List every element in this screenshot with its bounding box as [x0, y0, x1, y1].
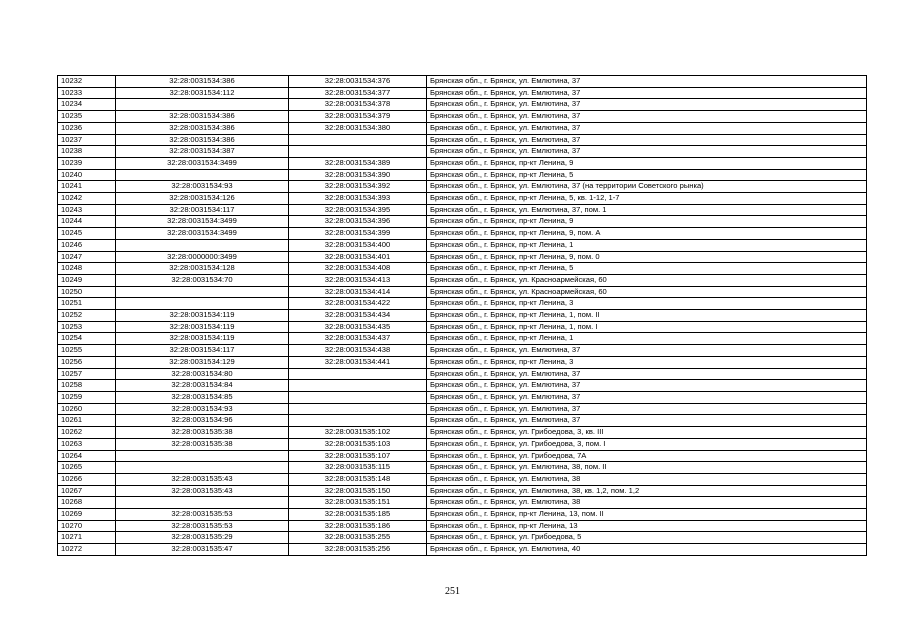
record-number-cell: 10250 — [58, 286, 116, 298]
land-parcel-number-cell: 32:28:0031534:119 — [116, 321, 289, 333]
table-row — [58, 532, 867, 544]
table-row — [58, 87, 867, 99]
address-cell: Брянская обл., г. Брянск, пр-кт Ленина, 1, пом. I — [427, 321, 867, 333]
land-parcel-number-cell: 32:28:0031534:386 — [116, 76, 289, 88]
record-number-cell: 10240 — [58, 169, 116, 181]
address-cell: Брянская обл., г. Брянск, пр-кт Ленина, 1 — [427, 239, 867, 251]
object-cadastral-number-cell: 32:28:0031535:102 — [289, 427, 427, 439]
land-parcel-number-cell: 32:28:0031534:386 — [116, 111, 289, 123]
table-row — [58, 485, 867, 497]
table-row — [58, 99, 867, 111]
land-parcel-number-cell: 32:28:0031535:43 — [116, 485, 289, 497]
land-parcel-number-cell: 32:28:0031535:29 — [116, 532, 289, 544]
object-cadastral-number-cell: 32:28:0031534:379 — [289, 111, 427, 123]
address-cell: Брянская обл., г. Брянск, ул. Емлютина, 38 — [427, 473, 867, 485]
land-parcel-number-cell: 32:28:0031534:3499 — [116, 216, 289, 228]
object-cadastral-number-cell: 32:28:0031534:401 — [289, 251, 427, 263]
land-parcel-number-cell: 32:28:0031534:126 — [116, 193, 289, 205]
record-number-cell: 10253 — [58, 321, 116, 333]
address-cell: Брянская обл., г. Брянск, пр-кт Ленина, 9, пом. 0 — [427, 251, 867, 263]
object-cadastral-number-cell — [289, 380, 427, 392]
record-number-cell: 10266 — [58, 473, 116, 485]
object-cadastral-number-cell — [289, 146, 427, 158]
address-cell: Брянская обл., г. Брянск, ул. Грибоедова, 3, пом. I — [427, 438, 867, 450]
record-number-cell: 10244 — [58, 216, 116, 228]
table-row — [58, 321, 867, 333]
object-cadastral-number-cell: 32:28:0031534:441 — [289, 356, 427, 368]
land-parcel-number-cell: 32:28:0031534:80 — [116, 368, 289, 380]
object-cadastral-number-cell: 32:28:0031535:255 — [289, 532, 427, 544]
land-parcel-number-cell: 32:28:0031535:38 — [116, 427, 289, 439]
record-number-cell: 10255 — [58, 345, 116, 357]
record-number-cell: 10232 — [58, 76, 116, 88]
land-parcel-number-cell: 32:28:0031534:128 — [116, 263, 289, 275]
object-cadastral-number-cell: 32:28:0031535:115 — [289, 462, 427, 474]
table-row — [58, 345, 867, 357]
record-number-cell: 10270 — [58, 520, 116, 532]
table-row — [58, 415, 867, 427]
object-cadastral-number-cell: 32:28:0031534:408 — [289, 263, 427, 275]
record-number-cell: 10260 — [58, 403, 116, 415]
land-parcel-number-cell: 32:28:0031535:43 — [116, 473, 289, 485]
record-number-cell: 10237 — [58, 134, 116, 146]
address-cell: Брянская обл., г. Брянск, ул. Красноармейская, 60 — [427, 286, 867, 298]
address-cell: Брянская обл., г. Брянск, ул. Емлютина, 37 — [427, 134, 867, 146]
table-row — [58, 473, 867, 485]
land-parcel-number-cell — [116, 497, 289, 509]
object-cadastral-number-cell: 32:28:0031534:380 — [289, 122, 427, 134]
record-number-cell: 10267 — [58, 485, 116, 497]
record-number-cell: 10259 — [58, 391, 116, 403]
record-number-cell: 10239 — [58, 157, 116, 169]
record-number-cell: 10262 — [58, 427, 116, 439]
object-cadastral-number-cell: 32:28:0031535:103 — [289, 438, 427, 450]
address-cell: Брянская обл., г. Брянск, пр-кт Ленина, 9, пом. А — [427, 228, 867, 240]
object-cadastral-number-cell: 32:28:0031535:107 — [289, 450, 427, 462]
table-row — [58, 380, 867, 392]
address-cell: Брянская обл., г. Брянск, ул. Емлютина, 37 — [427, 368, 867, 380]
object-cadastral-number-cell: 32:28:0031534:389 — [289, 157, 427, 169]
table-row — [58, 497, 867, 509]
land-parcel-number-cell: 32:28:0031534:96 — [116, 415, 289, 427]
land-parcel-number-cell: 32:28:0031534:84 — [116, 380, 289, 392]
object-cadastral-number-cell: 32:28:0031534:399 — [289, 228, 427, 240]
record-number-cell: 10271 — [58, 532, 116, 544]
object-cadastral-number-cell: 32:28:0031535:185 — [289, 509, 427, 521]
address-cell: Брянская обл., г. Брянск, ул. Емлютина, 37 — [427, 122, 867, 134]
object-cadastral-number-cell — [289, 403, 427, 415]
address-cell: Брянская обл., г. Брянск, ул. Емлютина, 40 — [427, 544, 867, 556]
record-number-cell: 10238 — [58, 146, 116, 158]
record-number-cell: 10254 — [58, 333, 116, 345]
table-row — [58, 193, 867, 205]
table-row — [58, 310, 867, 322]
land-parcel-number-cell: 32:28:0031534:119 — [116, 310, 289, 322]
table-row — [58, 298, 867, 310]
table-row — [58, 263, 867, 275]
address-cell: Брянская обл., г. Брянск, ул. Грибоедова, 5 — [427, 532, 867, 544]
land-parcel-number-cell: 32:28:0031534:129 — [116, 356, 289, 368]
address-cell: Брянская обл., г. Брянск, пр-кт Ленина, 13 — [427, 520, 867, 532]
object-cadastral-number-cell: 32:28:0031535:151 — [289, 497, 427, 509]
record-number-cell: 10235 — [58, 111, 116, 123]
address-cell: Брянская обл., г. Брянск, пр-кт Ленина, 1, пом. II — [427, 310, 867, 322]
record-number-cell: 10263 — [58, 438, 116, 450]
land-parcel-number-cell: 32:28:0031534:117 — [116, 204, 289, 216]
record-number-cell: 10248 — [58, 263, 116, 275]
object-cadastral-number-cell: 32:28:0031534:435 — [289, 321, 427, 333]
land-parcel-number-cell — [116, 462, 289, 474]
table-row — [58, 274, 867, 286]
object-cadastral-number-cell — [289, 368, 427, 380]
record-number-cell: 10249 — [58, 274, 116, 286]
object-cadastral-number-cell: 32:28:0031534:377 — [289, 87, 427, 99]
record-number-cell: 10251 — [58, 298, 116, 310]
address-cell: Брянская обл., г. Брянск, ул. Красноармейская, 60 — [427, 274, 867, 286]
record-number-cell: 10246 — [58, 239, 116, 251]
record-number-cell: 10265 — [58, 462, 116, 474]
land-parcel-number-cell: 32:28:0031534:117 — [116, 345, 289, 357]
address-cell: Брянская обл., г. Брянск, пр-кт Ленина, 3 — [427, 298, 867, 310]
table-row — [58, 462, 867, 474]
object-cadastral-number-cell: 32:28:0031534:400 — [289, 239, 427, 251]
land-parcel-number-cell: 32:28:0031534:3499 — [116, 228, 289, 240]
object-cadastral-number-cell: 32:28:0031534:438 — [289, 345, 427, 357]
property-table — [57, 75, 867, 556]
table-row — [58, 122, 867, 134]
record-number-cell: 10233 — [58, 87, 116, 99]
record-number-cell: 10272 — [58, 544, 116, 556]
record-number-cell: 10268 — [58, 497, 116, 509]
object-cadastral-number-cell: 32:28:0031534:414 — [289, 286, 427, 298]
record-number-cell: 10243 — [58, 204, 116, 216]
land-parcel-number-cell — [116, 286, 289, 298]
address-cell: Брянская обл., г. Брянск, пр-кт Ленина, 1 — [427, 333, 867, 345]
address-cell: Брянская обл., г. Брянск, ул. Емлютина, 37 — [427, 111, 867, 123]
page-number: 251 — [445, 586, 460, 597]
table-row — [58, 356, 867, 368]
object-cadastral-number-cell: 32:28:0031534:437 — [289, 333, 427, 345]
object-cadastral-number-cell: 32:28:0031534:434 — [289, 310, 427, 322]
address-cell: Брянская обл., г. Брянск, ул. Емлютина, 37 — [427, 415, 867, 427]
address-cell: Брянская обл., г. Брянск, пр-кт Ленина, 9 — [427, 216, 867, 228]
land-parcel-number-cell: 32:28:0031535:38 — [116, 438, 289, 450]
table-row — [58, 169, 867, 181]
table-row — [58, 239, 867, 251]
address-cell: Брянская обл., г. Брянск, ул. Емлютина, 37 — [427, 403, 867, 415]
table-row — [58, 391, 867, 403]
land-parcel-number-cell — [116, 169, 289, 181]
land-parcel-number-cell: 32:28:0031534:112 — [116, 87, 289, 99]
object-cadastral-number-cell: 32:28:0031534:392 — [289, 181, 427, 193]
table-row — [58, 450, 867, 462]
address-cell: Брянская обл., г. Брянск, ул. Емлютина, 37, пом. 1 — [427, 204, 867, 216]
table-row — [58, 427, 867, 439]
table-row — [58, 228, 867, 240]
object-cadastral-number-cell: 32:28:0031535:148 — [289, 473, 427, 485]
table-row — [58, 216, 867, 228]
table-row — [58, 509, 867, 521]
table-row — [58, 251, 867, 263]
address-cell: Брянская обл., г. Брянск, пр-кт Ленина, 5 — [427, 169, 867, 181]
address-cell: Брянская обл., г. Брянск, пр-кт Ленина, 9 — [427, 157, 867, 169]
table-row — [58, 520, 867, 532]
land-parcel-number-cell — [116, 298, 289, 310]
object-cadastral-number-cell: 32:28:0031534:376 — [289, 76, 427, 88]
address-cell: Брянская обл., г. Брянск, ул. Емлютина, 37 — [427, 146, 867, 158]
record-number-cell: 10264 — [58, 450, 116, 462]
address-cell: Брянская обл., г. Брянск, ул. Емлютина, 37 — [427, 99, 867, 111]
record-number-cell: 10252 — [58, 310, 116, 322]
object-cadastral-number-cell: 32:28:0031535:186 — [289, 520, 427, 532]
land-parcel-number-cell: 32:28:0031534:3499 — [116, 157, 289, 169]
address-cell: Брянская обл., г. Брянск, ул. Емлютина, 37 — [427, 391, 867, 403]
object-cadastral-number-cell: 32:28:0031534:396 — [289, 216, 427, 228]
record-number-cell: 10242 — [58, 193, 116, 205]
address-cell: Брянская обл., г. Брянск, ул. Емлютина, 37 — [427, 345, 867, 357]
land-parcel-number-cell: 32:28:0031535:47 — [116, 544, 289, 556]
object-cadastral-number-cell: 32:28:0031535:150 — [289, 485, 427, 497]
table-row — [58, 76, 867, 88]
land-parcel-number-cell — [116, 99, 289, 111]
object-cadastral-number-cell: 32:28:0031534:395 — [289, 204, 427, 216]
object-cadastral-number-cell: 32:28:0031534:393 — [289, 193, 427, 205]
table-row — [58, 134, 867, 146]
record-number-cell: 10241 — [58, 181, 116, 193]
land-parcel-number-cell: 32:28:0031534:70 — [116, 274, 289, 286]
record-number-cell: 10258 — [58, 380, 116, 392]
land-parcel-number-cell: 32:28:0031534:93 — [116, 403, 289, 415]
object-cadastral-number-cell — [289, 391, 427, 403]
object-cadastral-number-cell: 32:28:0031534:378 — [289, 99, 427, 111]
table-row — [58, 157, 867, 169]
land-parcel-number-cell: 32:28:0031534:387 — [116, 146, 289, 158]
land-parcel-number-cell: 32:28:0031534:93 — [116, 181, 289, 193]
object-cadastral-number-cell: 32:28:0031534:422 — [289, 298, 427, 310]
object-cadastral-number-cell — [289, 134, 427, 146]
address-cell: Брянская обл., г. Брянск, пр-кт Ленина, 5 — [427, 263, 867, 275]
address-cell: Брянская обл., г. Брянск, пр-кт Ленина, 13, пом. II — [427, 509, 867, 521]
address-cell: Брянская обл., г. Брянск, ул. Грибоедова, 3, кв. III — [427, 427, 867, 439]
land-parcel-number-cell: 32:28:0000000:3499 — [116, 251, 289, 263]
land-parcel-number-cell: 32:28:0031534:119 — [116, 333, 289, 345]
object-cadastral-number-cell — [289, 415, 427, 427]
table-row — [58, 333, 867, 345]
address-cell: Брянская обл., г. Брянск, ул. Емлютина, 38 — [427, 497, 867, 509]
address-cell: Брянская обл., г. Брянск, ул. Емлютина, 37 — [427, 87, 867, 99]
address-cell: Брянская обл., г. Брянск, ул. Грибоедова, 7А — [427, 450, 867, 462]
table-row — [58, 146, 867, 158]
table-row — [58, 438, 867, 450]
address-cell: Брянская обл., г. Брянск, пр-кт Ленина, 5, кв. 1-12, 1-7 — [427, 193, 867, 205]
address-cell: Брянская обл., г. Брянск, ул. Емлютина, 37 — [427, 380, 867, 392]
record-number-cell: 10257 — [58, 368, 116, 380]
record-number-cell: 10269 — [58, 509, 116, 521]
land-parcel-number-cell: 32:28:0031534:386 — [116, 134, 289, 146]
table-row — [58, 368, 867, 380]
land-parcel-number-cell: 32:28:0031534:85 — [116, 391, 289, 403]
object-cadastral-number-cell: 32:28:0031534:390 — [289, 169, 427, 181]
table-row — [58, 111, 867, 123]
land-parcel-number-cell: 32:28:0031535:53 — [116, 509, 289, 521]
address-cell: Брянская обл., г. Брянск, ул. Емлютина, 37 — [427, 76, 867, 88]
record-number-cell: 10256 — [58, 356, 116, 368]
object-cadastral-number-cell: 32:28:0031535:256 — [289, 544, 427, 556]
address-cell: Брянская обл., г. Брянск, ул. Емлютина, 38, пом. II — [427, 462, 867, 474]
address-cell: Брянская обл., г. Брянск, ул. Емлютина, 37 (на территории Советского рынка) — [427, 181, 867, 193]
record-number-cell: 10247 — [58, 251, 116, 263]
address-cell: Брянская обл., г. Брянск, пр-кт Ленина, 3 — [427, 356, 867, 368]
table-row — [58, 544, 867, 556]
record-number-cell: 10234 — [58, 99, 116, 111]
table-row — [58, 204, 867, 216]
record-number-cell: 10236 — [58, 122, 116, 134]
record-number-cell: 10245 — [58, 228, 116, 240]
land-parcel-number-cell: 32:28:0031535:53 — [116, 520, 289, 532]
land-parcel-number-cell — [116, 450, 289, 462]
land-parcel-number-cell: 32:28:0031534:386 — [116, 122, 289, 134]
record-number-cell: 10261 — [58, 415, 116, 427]
object-cadastral-number-cell: 32:28:0031534:413 — [289, 274, 427, 286]
table-body — [58, 76, 867, 556]
table-row — [58, 286, 867, 298]
table-row — [58, 181, 867, 193]
land-parcel-number-cell — [116, 239, 289, 251]
table-row — [58, 403, 867, 415]
address-cell: Брянская обл., г. Брянск, ул. Емлютина, 38, кв. 1,2, пом. 1,2 — [427, 485, 867, 497]
